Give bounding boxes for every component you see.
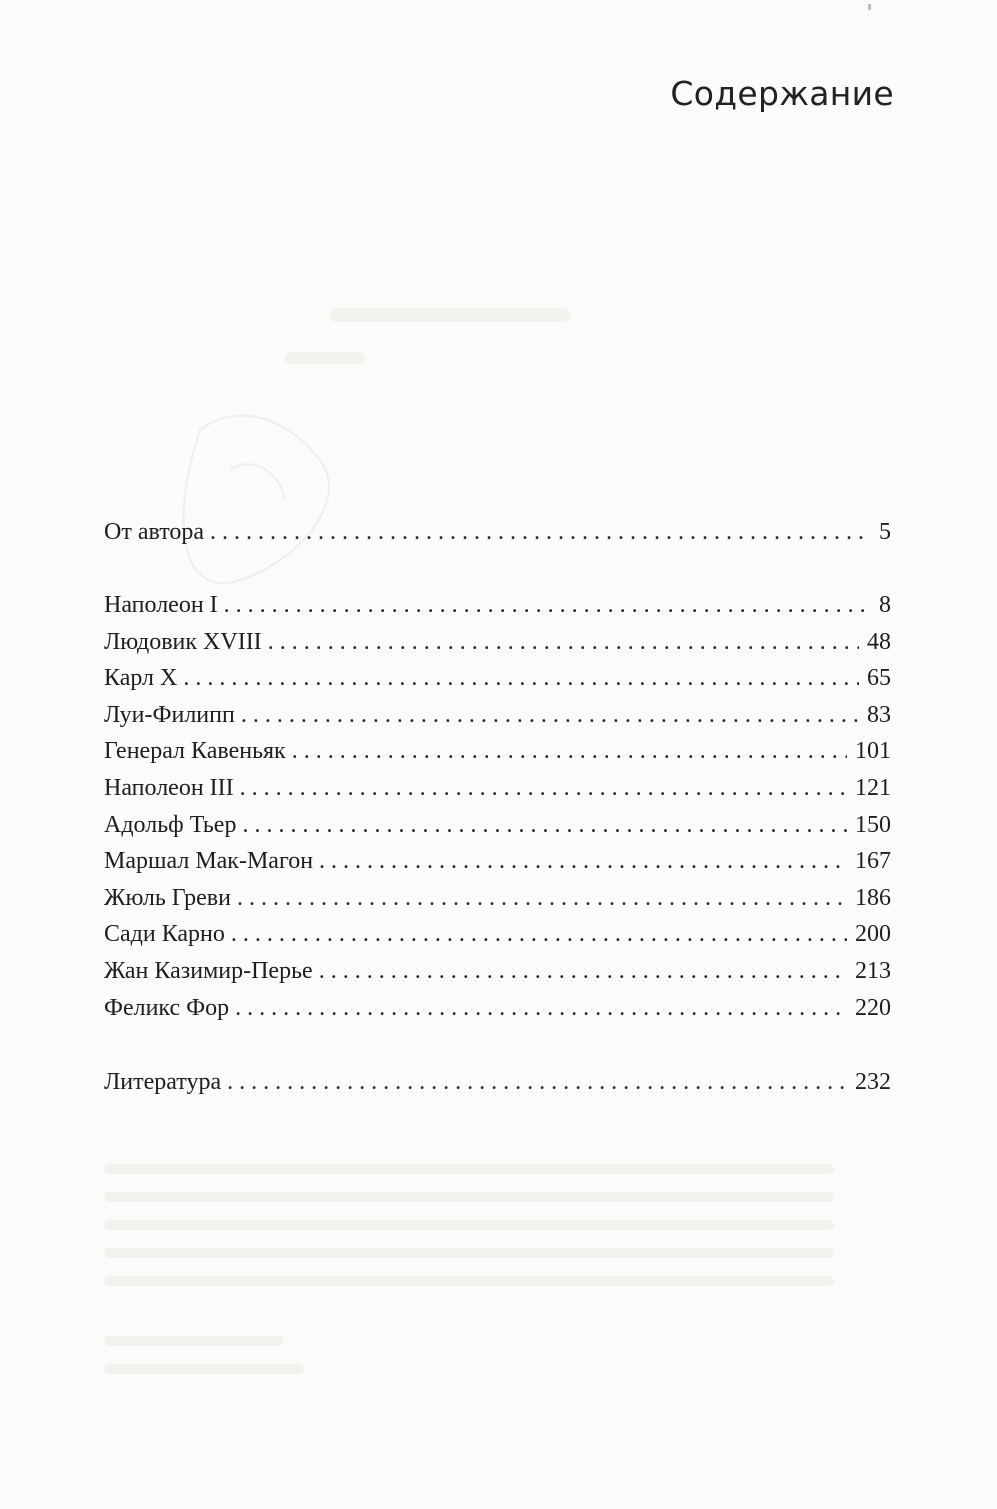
- toc-entry-title: Маршал Мак-Магон: [104, 848, 314, 875]
- toc-entry: [104, 587, 891, 624]
- toc-entry: [104, 953, 891, 990]
- toc-entry: [104, 514, 891, 551]
- toc-entry-title: Карл Х: [104, 665, 178, 692]
- toc-entry-title: Литература: [104, 1069, 222, 1095]
- toc-entry-page-number: 121: [855, 774, 891, 801]
- dot-leader: [210, 514, 871, 551]
- toc-entry: [104, 733, 891, 770]
- dot-leader: [240, 770, 847, 807]
- toc-entry-page-number: 8: [879, 592, 891, 618]
- toc-entry-page-number: 213: [855, 957, 891, 984]
- toc-entry-page-number: 101: [855, 738, 891, 765]
- dot-leader: [183, 660, 859, 697]
- toc-intro-group: [104, 514, 891, 551]
- toc-entry-page-number: 5: [879, 519, 891, 545]
- toc-entry-title: Генерал Кавеньяк: [104, 738, 286, 765]
- toc-entry-page-number: 232: [855, 1069, 891, 1095]
- toc-entry: [104, 807, 891, 844]
- dot-leader: [292, 733, 847, 770]
- toc-main-group: [104, 587, 891, 1026]
- dot-leader: [319, 843, 847, 880]
- toc-entry-page-number: 200: [855, 921, 891, 948]
- toc-entry-title: Наполеон III: [104, 774, 234, 801]
- toc-entry: [104, 624, 891, 661]
- dot-leader: [235, 990, 847, 1027]
- toc-entry-title: Феликс Фор: [104, 994, 230, 1021]
- toc-end-group: [104, 1064, 891, 1101]
- dot-leader: [237, 880, 847, 917]
- toc-entry-page-number: 65: [867, 665, 891, 692]
- toc-entry: [104, 843, 891, 880]
- toc-entry-title: Сади Карно: [104, 921, 225, 948]
- toc-entry: [104, 1064, 891, 1101]
- toc-entry: [104, 660, 891, 697]
- dot-leader: [319, 953, 847, 990]
- dot-leader: [231, 916, 847, 953]
- toc-entry-title: Жюль Греви: [104, 884, 231, 911]
- toc-entry: [104, 916, 891, 953]
- dot-leader: [242, 807, 847, 844]
- toc-entry-title: Луи-Филипп: [104, 701, 235, 728]
- toc-entry: [104, 880, 891, 917]
- toc-entry-page-number: 150: [855, 811, 891, 838]
- dot-leader: [227, 1064, 847, 1101]
- toc-entry-title: От автора: [104, 519, 205, 545]
- toc-entry: [104, 770, 891, 807]
- toc-entry-page-number: 220: [855, 994, 891, 1021]
- toc-entry-page-number: 48: [867, 628, 891, 655]
- toc-entry-title: Наполеон I: [104, 592, 218, 618]
- dot-leader: [224, 587, 871, 624]
- toc-entry-page-number: 186: [855, 884, 891, 911]
- toc-entry-page-number: 167: [855, 848, 891, 875]
- toc-entry-title: Людовик XVIII: [104, 628, 262, 655]
- toc-entry: [104, 990, 891, 1027]
- toc-entry-title: Адольф Тьер: [104, 811, 237, 838]
- page-title: Содержание: [670, 74, 894, 113]
- dot-leader: [241, 697, 859, 734]
- dot-leader: [268, 624, 859, 661]
- toc-entry: [104, 697, 891, 734]
- toc-entry-title: Жан Казимир-Перье: [104, 957, 313, 984]
- toc-entry-page-number: 83: [867, 701, 891, 728]
